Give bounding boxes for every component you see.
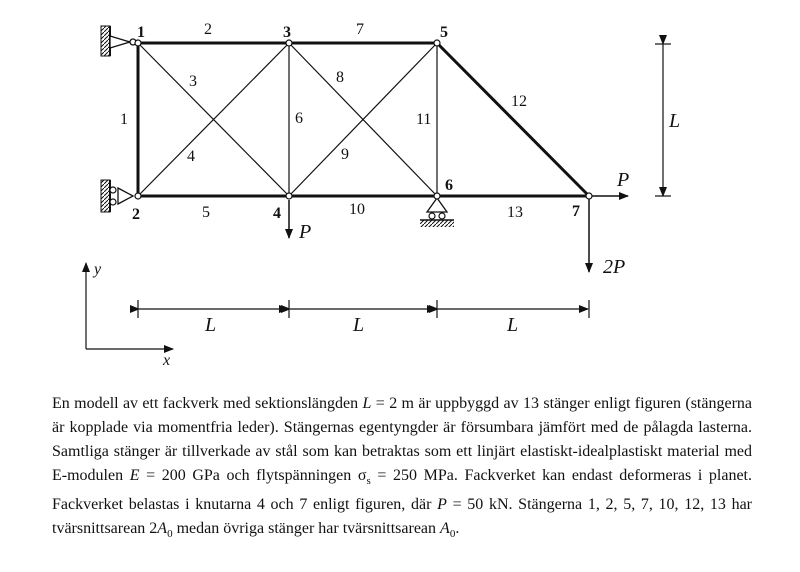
joint-4	[286, 193, 292, 199]
member-12	[437, 43, 589, 196]
desc-text-6: medan övriga stänger har tvärsnittsarean	[172, 520, 441, 538]
node-label-2: 2	[132, 206, 140, 223]
member-label-2: 2	[204, 21, 212, 38]
node-label-5: 5	[440, 24, 448, 41]
load-2p-label	[603, 256, 625, 278]
desc-var-e: E	[129, 467, 140, 484]
load-2p-text: 2P	[603, 256, 626, 278]
joint-7	[586, 193, 592, 199]
member-label-4: 4	[187, 148, 195, 165]
node-label-7: 7	[572, 203, 580, 220]
y-axis-label: y	[94, 261, 102, 278]
span-label-3: L	[507, 314, 519, 336]
span-label-2: L	[353, 314, 365, 336]
node-label-1: 1	[137, 24, 145, 41]
member-label-6: 6	[295, 110, 303, 127]
member-label-9: 9	[341, 146, 349, 163]
height-dimension-label: L	[669, 110, 681, 132]
x-axis-label: x	[163, 352, 171, 369]
node-label-4: 4	[273, 205, 281, 222]
joint-6	[434, 193, 440, 199]
roller-support-node-6	[420, 198, 454, 227]
desc-text-4: = 250 MPa. Fackverket kan endast deformeras i planet. Fackverket belastas i knutarna 4 och 7 enligt figuren, där	[52, 467, 752, 514]
member-label-11: 11	[416, 111, 432, 128]
desc-a0-first-sub: 0	[167, 528, 173, 541]
member-label-13: 13	[507, 204, 523, 221]
joint-2	[135, 193, 141, 199]
member-label-8: 8	[336, 69, 344, 86]
span-label-1: L	[205, 314, 217, 336]
desc-sigma-sub: s	[366, 475, 371, 488]
desc-var-l: L	[362, 395, 372, 412]
member-label-3: 3	[189, 73, 197, 90]
node-label-3: 3	[283, 24, 291, 41]
desc-a0-second-sub: 0	[449, 528, 456, 541]
load-p-right-label: P	[617, 169, 630, 191]
load-p-down-label: P	[299, 221, 312, 243]
member-label-12: 12	[511, 93, 527, 110]
problem-description	[52, 392, 752, 546]
node-label-6: 6	[445, 177, 453, 194]
load-p-node-4	[289, 200, 311, 243]
wall-support-node-2	[101, 180, 133, 212]
member-labels	[120, 21, 527, 221]
desc-var-p: P	[437, 496, 447, 514]
desc-var-a0-second: A	[440, 520, 450, 538]
members	[138, 43, 589, 196]
desc-text-3: = 200 GPa och flytspänningen σ	[139, 467, 367, 484]
member-label-10: 10	[349, 201, 365, 218]
desc-text-5: = 50 kN. Stängerna 1, 2, 5, 7, 10, 12, 13 har tvärsnittsarean 2	[52, 496, 753, 538]
desc-var-a0-first: A	[157, 520, 168, 538]
wall-support-node-1	[101, 26, 136, 56]
desc-text-2: = 2 m är uppbyggd av 13 stänger enligt figuren (stängerna är kopplade via momentfria leder). Stängernas egentyngder är försumbara jämfört med de pålagda lasterna. Samtliga stänger är tillverkade av stål som kan betraktas som ett linjärt elastiskt-idealplastiskt material med E-modulen	[52, 395, 752, 484]
load-p-node-7	[592, 169, 629, 196]
node-labels	[132, 24, 580, 223]
load-2p-node-7	[589, 199, 625, 278]
desc-text-7: .	[455, 520, 460, 538]
description-paragraph	[52, 392, 752, 546]
member-label-7: 7	[356, 21, 364, 38]
desc-text-1: En modell av ett fackverk med sektionslängden	[52, 395, 363, 412]
member-label-1: 1	[120, 111, 128, 128]
member-label-5: 5	[202, 204, 210, 221]
